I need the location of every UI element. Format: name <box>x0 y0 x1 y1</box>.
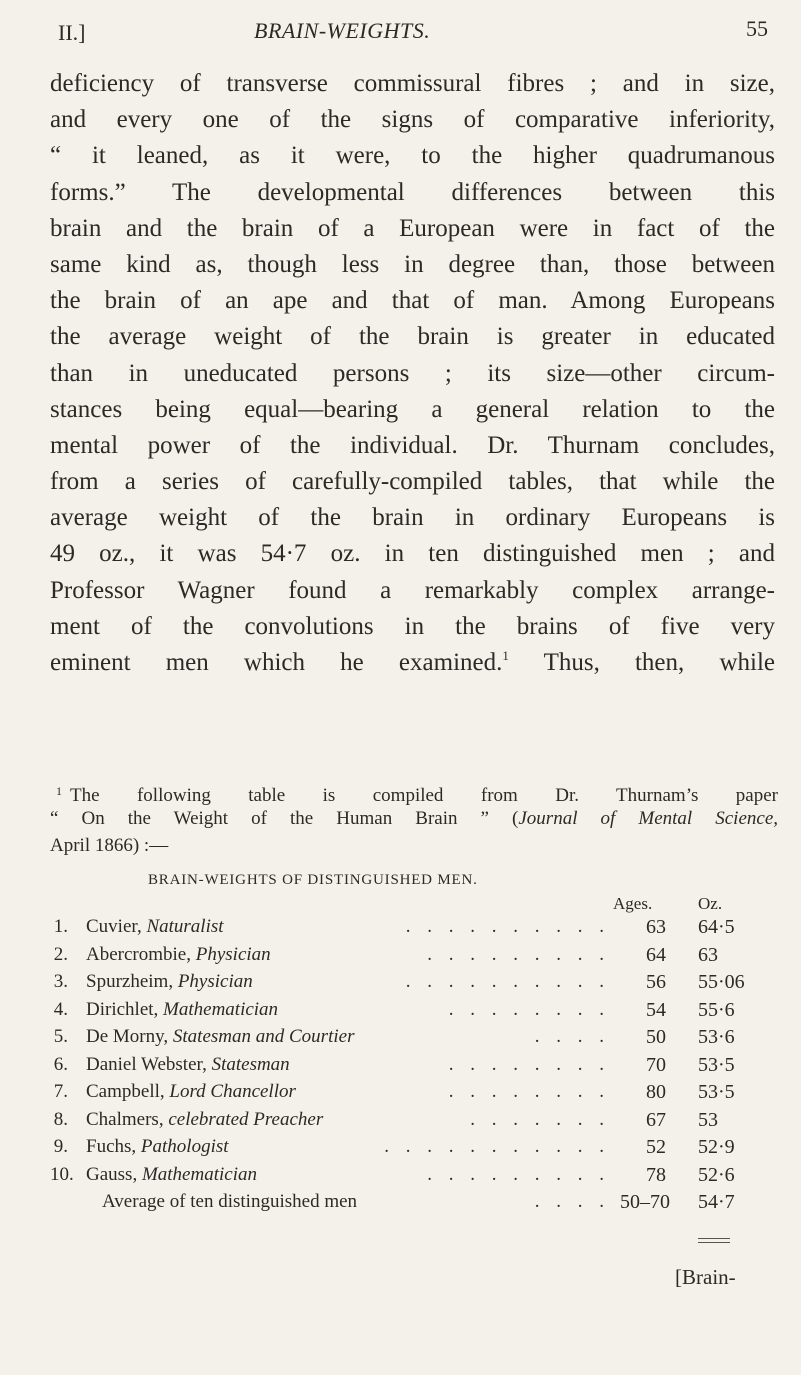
leader-dots: . . . . . . . . <box>448 998 610 1020</box>
row-number: 10. <box>50 1163 74 1185</box>
average-weight: 54·7 <box>698 1191 735 1213</box>
table-row <box>50 1164 770 1192</box>
person-role: Physician <box>195 943 271 965</box>
footnote-text: The following table is compiled from Dr. Thurnam’s paper <box>70 785 778 806</box>
journal-title: Journal of Mental Science, <box>518 808 779 829</box>
person-name: Dirichlet, <box>86 998 159 1020</box>
text-line: 49 oz., it was 54·7 oz. in ten distinguished men ; and <box>50 540 775 568</box>
person-role: Mathematician <box>163 998 279 1020</box>
text-line: than in uneducated persons ; its size—other circum- <box>50 359 775 387</box>
leader-dots: . . . . . . . . . . <box>405 916 610 937</box>
row-number: 2. <box>53 943 68 965</box>
weight-value: 55·6 <box>698 998 735 1021</box>
age-value: 64 <box>646 943 666 966</box>
table-row <box>50 1026 770 1054</box>
leader-dots: . . . . <box>534 1026 610 1047</box>
text-line: mental power of the individual. Dr. Thurnam concludes, <box>50 431 775 459</box>
text-line-last <box>50 645 775 681</box>
text-segment: eminent men which he examined. <box>50 649 503 676</box>
text-line: average weight of the brain in ordinary Europeans is <box>50 504 775 532</box>
catchword: [Brain- <box>675 1265 736 1289</box>
weight-value: 53·5 <box>698 1081 735 1103</box>
person-role: Mathematician <box>141 1163 257 1185</box>
weight-value: 53·5 <box>698 1053 735 1076</box>
leader-dots: . . . . . . . . . . . <box>384 1136 610 1157</box>
average-age-range: 50–70 <box>620 1191 670 1213</box>
footnote-mark: 1 <box>56 784 62 798</box>
leader-dots: . . . . . . . . . . <box>405 971 610 992</box>
table-row <box>50 1136 770 1164</box>
age-value: 54 <box>646 998 666 1021</box>
table-row <box>50 916 770 944</box>
person-name: Spurzheim, <box>86 971 174 992</box>
total-rule <box>698 1242 730 1243</box>
person-name: Daniel Webster, <box>86 1053 207 1075</box>
row-number: 6. <box>53 1053 68 1075</box>
age-value: 67 <box>646 1108 666 1131</box>
running-title: BRAIN-WEIGHTS. <box>254 18 431 43</box>
row-number: 5. <box>53 1026 68 1047</box>
footnote-text: “ On the Weight of the Human Brain ” ( <box>50 808 519 829</box>
weight-value: 63 <box>698 943 718 966</box>
leader-dots: . . . . <box>534 1191 610 1212</box>
footnote-line: April 1866) :— <box>50 835 169 856</box>
table-row <box>50 1109 770 1137</box>
text-line: the average weight of the brain is greater in educated <box>50 323 775 351</box>
leader-dots: . . . . . . . . <box>448 1081 610 1102</box>
person-name: Cuvier, <box>86 916 142 937</box>
text-line: the brain of an ape and that of man. Among Europeans <box>50 287 775 315</box>
row-number: 9. <box>53 1136 68 1157</box>
person-name: De Morny, <box>86 1026 169 1047</box>
table-row <box>50 1081 770 1109</box>
column-header-ages: Ages. <box>613 894 653 913</box>
leader-dots: . . . . . . . . . <box>427 943 610 965</box>
person-role: Naturalist <box>146 916 224 937</box>
table-row <box>50 971 770 999</box>
person-role: Pathologist <box>140 1136 229 1157</box>
total-rule <box>698 1238 730 1239</box>
brain-weights-table <box>50 916 770 1219</box>
footnote-line <box>50 805 778 832</box>
body-paragraph <box>50 66 775 681</box>
person-name: Gauss, <box>86 1163 138 1185</box>
weight-value: 52·9 <box>698 1136 735 1158</box>
weight-value: 55·06 <box>698 971 745 993</box>
text-line: Professor Wagner found a remarkably complex arrange- <box>50 576 775 604</box>
leader-dots: . . . . . . . . <box>448 1053 610 1075</box>
person-name: Abercrombie, <box>86 943 191 965</box>
text-line: ment of the convolutions in the brains of five very <box>50 612 775 640</box>
footnote <box>50 778 778 859</box>
table-title: BRAIN-WEIGHTS OF DISTINGUISHED MEN. <box>148 872 478 888</box>
running-head <box>58 12 778 46</box>
age-value: 56 <box>646 971 666 993</box>
footnote-line <box>50 778 778 805</box>
age-value: 78 <box>646 1163 666 1186</box>
person-role: Statesman and Courtier <box>172 1026 355 1047</box>
leader-dots: . . . . . . . . . <box>427 1163 610 1185</box>
row-number: 3. <box>53 971 68 992</box>
average-label: Average of ten distinguished men <box>102 1191 358 1212</box>
age-value: 70 <box>646 1053 666 1076</box>
person-role: Statesman <box>211 1053 290 1075</box>
weight-value: 53 <box>698 1108 718 1131</box>
text-line: from a series of carefully-compiled tables, that while the <box>50 468 775 496</box>
text-line: brain and the brain of a European were in fact of the <box>50 214 775 242</box>
person-name: Campbell, <box>86 1081 165 1102</box>
leader-dots: . . . . . . . <box>470 1108 610 1130</box>
column-header-oz: Oz. <box>698 894 723 913</box>
weight-value: 53·6 <box>698 1026 735 1048</box>
person-role: celebrated Preacher <box>168 1108 324 1130</box>
row-number: 8. <box>53 1108 68 1130</box>
footnote-reference[interactable]: 1 <box>502 648 509 663</box>
text-line: same kind as, though less in degree than, those between <box>50 250 775 278</box>
age-value: 80 <box>646 1081 666 1103</box>
text-line: deficiency of transverse commissural fibres ; and in size, <box>50 70 775 97</box>
person-role: Physician <box>177 971 253 992</box>
text-line: stances being equal—bearing a general relation to the <box>50 395 775 423</box>
text-line: forms.” The developmental differences between this <box>50 178 775 206</box>
row-number: 7. <box>53 1081 68 1102</box>
age-value: 52 <box>646 1136 666 1158</box>
text-line: and every one of the signs of comparative inferiority, <box>50 106 775 134</box>
person-name: Chalmers, <box>86 1108 164 1130</box>
weight-value: 64·5 <box>698 916 735 938</box>
age-value: 63 <box>646 916 666 938</box>
weight-value: 52·6 <box>698 1163 735 1186</box>
age-value: 50 <box>646 1026 666 1048</box>
table-row <box>50 1054 770 1082</box>
page-number: 55 <box>746 16 768 41</box>
text-line: “ it leaned, as it were, to the higher quadrumanous <box>50 142 775 170</box>
person-name: Fuchs, <box>86 1136 137 1157</box>
table-row-average <box>50 1191 770 1219</box>
table-row <box>50 999 770 1027</box>
person-role: Lord Chancellor <box>169 1081 296 1102</box>
table-row <box>50 944 770 972</box>
text-segment: Thus, then, while <box>508 649 775 676</box>
row-number: 4. <box>53 998 68 1020</box>
chapter-number: II.] <box>58 20 86 45</box>
row-number: 1. <box>53 916 68 937</box>
